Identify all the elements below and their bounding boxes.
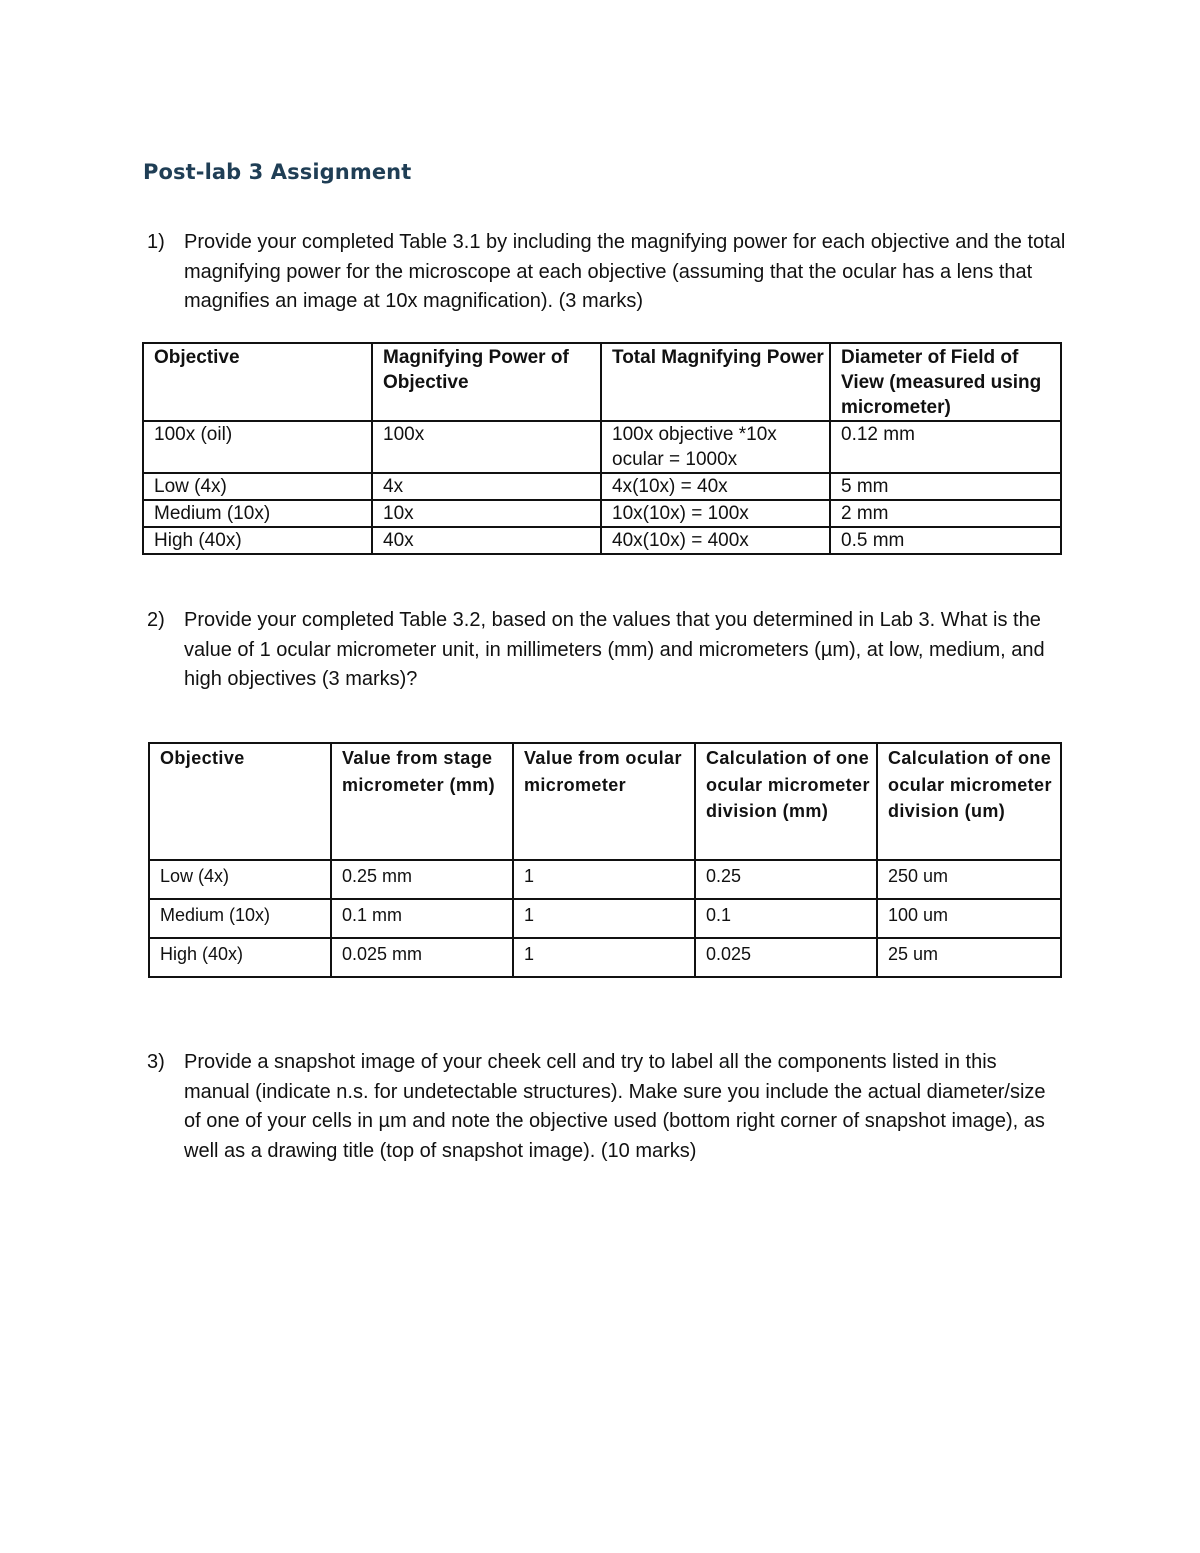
table-3-1-header-total-magnifying-power: Total Magnifying Power xyxy=(601,343,830,421)
table-cell: Low (4x) xyxy=(149,860,331,899)
table-cell: 4x xyxy=(372,473,601,500)
table-cell: High (40x) xyxy=(143,527,372,554)
table-row xyxy=(143,473,1061,500)
table-cell: Low (4x) xyxy=(143,473,372,500)
table-cell: 0.1 mm xyxy=(331,899,513,938)
table-cell: 40x xyxy=(372,527,601,554)
table-cell: 10x xyxy=(372,500,601,527)
question-3-number: 3) xyxy=(147,1051,165,1073)
question-3-text: Provide a snapshot image of your cheek cell and try to label all the components listed in this manual (indicate n.s. for undetectable structures). Make sure you include the actual diameter/size of one of your cells in µm and note the objective used (bottom right corner of snapshot image), as well as a drawing title (top of snapshot image). (10 marks) xyxy=(184,1051,1046,1162)
table-cell: 250 um xyxy=(877,860,1061,899)
table-cell: 5 mm xyxy=(830,473,1061,500)
table-cell: 4x(10x) = 40x xyxy=(601,473,830,500)
table-row xyxy=(143,421,1061,473)
table-cell: 100 um xyxy=(877,899,1061,938)
table-row xyxy=(149,938,1061,977)
question-2 xyxy=(147,606,1067,695)
table-3-1-header-objective: Objective xyxy=(143,343,372,421)
table-cell: High (40x) xyxy=(149,938,331,977)
table-cell: 25 um xyxy=(877,938,1061,977)
page-title: Post-lab 3 Assignment xyxy=(143,160,412,184)
table-cell: 100x objective *10x ocular = 1000x xyxy=(601,421,830,473)
table-cell: 1 xyxy=(513,938,695,977)
table-cell: Medium (10x) xyxy=(143,500,372,527)
table-3-1-header-magnifying-power: Magnifying Power of Objective xyxy=(372,343,601,421)
table-3-2 xyxy=(148,742,1062,978)
table-row xyxy=(149,860,1061,899)
table-row xyxy=(143,500,1061,527)
table-3-2-header-objective: Objective xyxy=(149,743,331,860)
table-cell: 0.5 mm xyxy=(830,527,1061,554)
question-1-text: Provide your completed Table 3.1 by including the magnifying power for each objective and the total magnifying power for the microscope at each objective (assuming that the ocular has a lens that magnifies an image at 10x magnification). (3 marks) xyxy=(184,231,1066,312)
table-cell: Medium (10x) xyxy=(149,899,331,938)
table-cell: 0.025 mm xyxy=(331,938,513,977)
table-cell: 10x(10x) = 100x xyxy=(601,500,830,527)
table-cell: 0.25 mm xyxy=(331,860,513,899)
table-cell: 0.25 xyxy=(695,860,877,899)
table-3-2-header-row xyxy=(149,743,1061,860)
table-cell: 1 xyxy=(513,899,695,938)
table-3-2-header-stage-micrometer: Value from stage micrometer (mm) xyxy=(331,743,513,860)
table-cell: 0.025 xyxy=(695,938,877,977)
question-2-number: 2) xyxy=(147,609,165,631)
question-3 xyxy=(147,1048,1067,1166)
table-cell: 40x(10x) = 400x xyxy=(601,527,830,554)
table-cell: 1 xyxy=(513,860,695,899)
question-2-text: Provide your completed Table 3.2, based on the values that you determined in Lab 3. What is the value of 1 ocular micrometer unit, in millimeters (mm) and micrometers (µm), at low, medium, and high objectives (3 marks)? xyxy=(184,609,1045,690)
table-3-2-header-division-um: Calculation of one ocular micrometer division (um) xyxy=(877,743,1061,860)
table-3-1-header-row xyxy=(143,343,1061,421)
table-row xyxy=(149,899,1061,938)
table-3-1 xyxy=(142,342,1062,555)
question-1-number: 1) xyxy=(147,231,165,253)
table-3-2-header-ocular-micrometer: Value from ocular micrometer xyxy=(513,743,695,860)
table-cell: 100x xyxy=(372,421,601,473)
table-3-2-header-division-mm: Calculation of one ocular micrometer division (mm) xyxy=(695,743,877,860)
table-3-1-header-field-diameter: Diameter of Field of View (measured using micrometer) xyxy=(830,343,1061,421)
table-cell: 0.1 xyxy=(695,899,877,938)
table-cell: 2 mm xyxy=(830,500,1061,527)
table-cell: 100x (oil) xyxy=(143,421,372,473)
table-cell: 0.12 mm xyxy=(830,421,1061,473)
table-row xyxy=(143,527,1061,554)
question-1 xyxy=(147,228,1067,317)
